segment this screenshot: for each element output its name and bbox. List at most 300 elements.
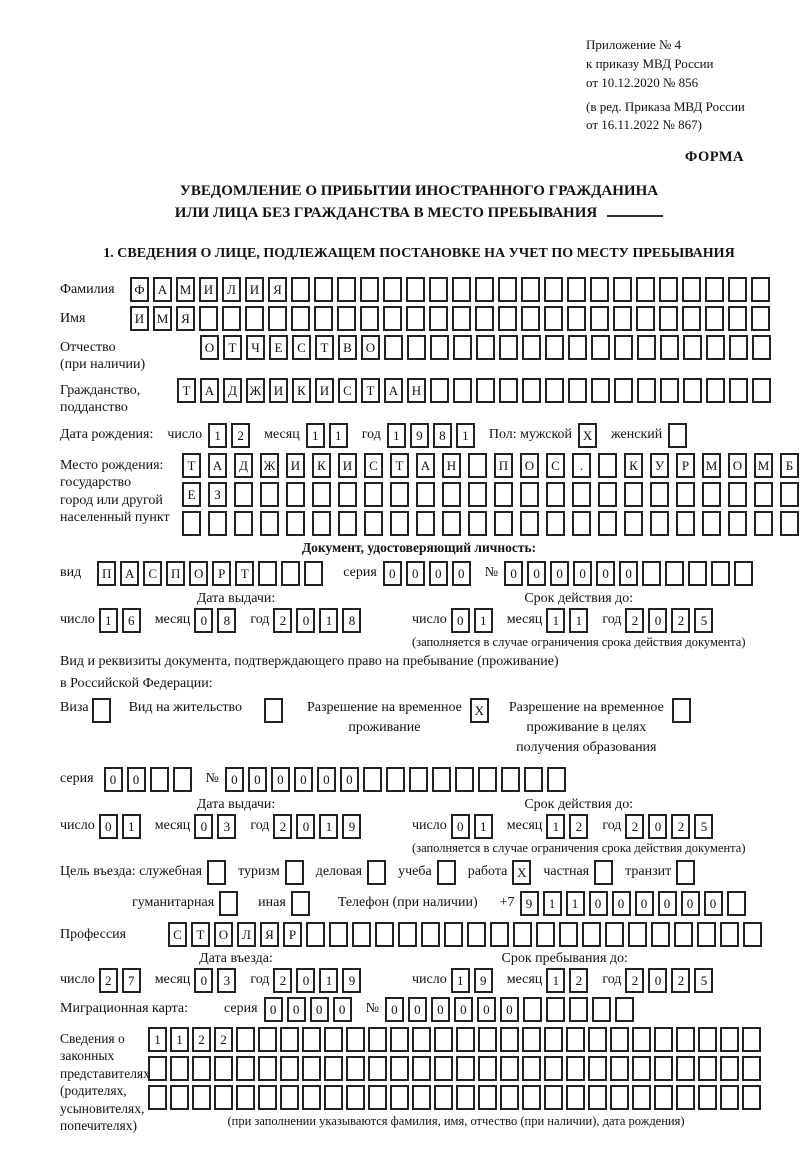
form-cell[interactable] [236, 1056, 255, 1081]
form-cell[interactable]: X [470, 698, 489, 723]
form-cell[interactable] [338, 511, 357, 536]
form-cell[interactable] [728, 277, 747, 302]
form-cell[interactable] [683, 378, 702, 403]
form-cell[interactable] [568, 335, 587, 360]
form-cell[interactable] [628, 922, 647, 947]
form-cell[interactable]: П [494, 453, 513, 478]
form-cell[interactable] [592, 997, 611, 1022]
form-cell[interactable] [337, 277, 356, 302]
form-cell[interactable] [363, 767, 382, 792]
form-cell[interactable] [312, 511, 331, 536]
form-cell[interactable]: 0 [104, 767, 123, 792]
form-cell[interactable] [544, 1027, 563, 1052]
form-cell[interactable]: 2 [671, 814, 690, 839]
form-cell[interactable]: 1 [569, 608, 588, 633]
form-cell[interactable]: Д [223, 378, 242, 403]
form-cell[interactable] [546, 511, 565, 536]
form-cell[interactable] [383, 306, 402, 331]
form-cell[interactable] [412, 1056, 431, 1081]
form-cell[interactable]: 0 [194, 608, 213, 633]
form-cell[interactable] [752, 378, 771, 403]
form-cell[interactable] [566, 1085, 585, 1110]
form-cell[interactable] [468, 511, 487, 536]
form-cell[interactable]: Т [177, 378, 196, 403]
form-cell[interactable] [591, 378, 610, 403]
form-cell[interactable]: 5 [694, 814, 713, 839]
form-cell[interactable] [476, 378, 495, 403]
form-cell[interactable] [632, 1085, 651, 1110]
form-cell[interactable]: 0 [406, 561, 425, 586]
form-cell[interactable] [521, 277, 540, 302]
form-cell[interactable]: 9 [520, 891, 539, 916]
form-cell[interactable] [286, 482, 305, 507]
form-cell[interactable] [338, 482, 357, 507]
form-cell[interactable]: 2 [273, 608, 292, 633]
form-cell[interactable]: 0 [589, 891, 608, 916]
form-cell[interactable] [500, 1056, 519, 1081]
form-cell[interactable] [698, 1027, 717, 1052]
form-cell[interactable] [676, 1056, 695, 1081]
form-cell[interactable] [698, 1056, 717, 1081]
form-cell[interactable] [720, 1085, 739, 1110]
form-cell[interactable] [258, 1085, 277, 1110]
form-cell[interactable] [572, 511, 591, 536]
form-cell[interactable]: 0 [194, 814, 213, 839]
form-cell[interactable]: 7 [122, 968, 141, 993]
form-cell[interactable]: И [338, 453, 357, 478]
form-cell[interactable] [536, 922, 555, 947]
form-cell[interactable] [520, 511, 539, 536]
form-cell[interactable]: О [214, 922, 233, 947]
form-cell[interactable] [434, 1027, 453, 1052]
form-cell[interactable] [742, 1085, 761, 1110]
form-cell[interactable] [654, 1056, 673, 1081]
form-cell[interactable]: А [208, 453, 227, 478]
form-cell[interactable] [442, 511, 461, 536]
form-cell[interactable]: 0 [596, 561, 615, 586]
form-cell[interactable]: 0 [612, 891, 631, 916]
form-cell[interactable]: З [208, 482, 227, 507]
form-cell[interactable] [407, 335, 426, 360]
form-cell[interactable]: 1 [451, 968, 470, 993]
form-cell[interactable]: 3 [217, 814, 236, 839]
form-cell[interactable]: С [143, 561, 162, 586]
form-cell[interactable]: А [384, 378, 403, 403]
form-cell[interactable] [384, 335, 403, 360]
form-cell[interactable] [456, 1056, 475, 1081]
form-cell[interactable] [610, 1085, 629, 1110]
form-cell[interactable] [751, 306, 770, 331]
form-cell[interactable]: 0 [296, 968, 315, 993]
form-cell[interactable] [524, 767, 543, 792]
form-cell[interactable] [567, 277, 586, 302]
form-cell[interactable] [490, 922, 509, 947]
form-cell[interactable] [500, 1085, 519, 1110]
form-cell[interactable] [494, 511, 513, 536]
form-cell[interactable]: 0 [287, 997, 306, 1022]
form-cell[interactable] [368, 1056, 387, 1081]
form-cell[interactable] [676, 1085, 695, 1110]
form-cell[interactable] [360, 277, 379, 302]
form-cell[interactable] [236, 1027, 255, 1052]
form-cell[interactable]: К [312, 453, 331, 478]
form-cell[interactable]: О [189, 561, 208, 586]
form-cell[interactable] [499, 335, 518, 360]
form-cell[interactable]: Л [222, 277, 241, 302]
form-cell[interactable] [148, 1085, 167, 1110]
form-cell[interactable] [588, 1056, 607, 1081]
form-cell[interactable]: П [97, 561, 116, 586]
form-cell[interactable] [660, 378, 679, 403]
form-cell[interactable]: 0 [310, 997, 329, 1022]
form-cell[interactable]: Т [191, 922, 210, 947]
form-cell[interactable]: 9 [342, 814, 361, 839]
form-cell[interactable] [302, 1056, 321, 1081]
form-cell[interactable]: П [166, 561, 185, 586]
form-cell[interactable] [364, 482, 383, 507]
form-cell[interactable] [522, 378, 541, 403]
form-cell[interactable]: 6 [122, 608, 141, 633]
form-cell[interactable] [219, 891, 238, 916]
form-cell[interactable] [546, 482, 565, 507]
form-cell[interactable] [386, 767, 405, 792]
form-cell[interactable] [654, 1027, 673, 1052]
form-cell[interactable]: 1 [99, 608, 118, 633]
form-cell[interactable] [429, 277, 448, 302]
form-cell[interactable] [702, 511, 721, 536]
form-cell[interactable]: К [624, 453, 643, 478]
form-cell[interactable] [291, 306, 310, 331]
form-cell[interactable]: 0 [340, 767, 359, 792]
form-cell[interactable] [591, 335, 610, 360]
form-cell[interactable]: И [199, 277, 218, 302]
form-cell[interactable] [324, 1085, 343, 1110]
form-cell[interactable] [148, 1056, 167, 1081]
form-cell[interactable] [475, 306, 494, 331]
form-cell[interactable] [478, 1085, 497, 1110]
form-cell[interactable] [605, 922, 624, 947]
form-cell[interactable] [615, 997, 634, 1022]
form-cell[interactable]: М [754, 453, 773, 478]
form-cell[interactable] [706, 335, 725, 360]
form-cell[interactable] [702, 482, 721, 507]
form-cell[interactable] [728, 511, 747, 536]
form-cell[interactable] [566, 1027, 585, 1052]
form-cell[interactable]: И [315, 378, 334, 403]
form-cell[interactable] [302, 1085, 321, 1110]
form-cell[interactable] [170, 1085, 189, 1110]
form-cell[interactable]: О [520, 453, 539, 478]
form-cell[interactable] [727, 891, 746, 916]
form-cell[interactable] [632, 1056, 651, 1081]
form-cell[interactable] [742, 1056, 761, 1081]
form-cell[interactable] [522, 1056, 541, 1081]
form-cell[interactable] [651, 922, 670, 947]
form-cell[interactable] [346, 1085, 365, 1110]
form-cell[interactable] [698, 1085, 717, 1110]
form-cell[interactable] [192, 1085, 211, 1110]
form-cell[interactable]: 0 [658, 891, 677, 916]
form-cell[interactable] [706, 378, 725, 403]
form-cell[interactable]: 0 [648, 814, 667, 839]
form-cell[interactable] [734, 561, 753, 586]
form-cell[interactable] [676, 482, 695, 507]
form-cell[interactable] [613, 277, 632, 302]
form-cell[interactable]: 2 [273, 814, 292, 839]
form-cell[interactable] [390, 1056, 409, 1081]
form-cell[interactable]: 1 [208, 423, 227, 448]
form-cell[interactable] [572, 482, 591, 507]
form-cell[interactable]: Т [235, 561, 254, 586]
form-cell[interactable]: 1 [319, 814, 338, 839]
form-cell[interactable] [520, 482, 539, 507]
form-cell[interactable] [429, 306, 448, 331]
form-cell[interactable] [728, 306, 747, 331]
form-cell[interactable] [676, 511, 695, 536]
form-cell[interactable] [409, 767, 428, 792]
form-cell[interactable]: 8 [217, 608, 236, 633]
form-cell[interactable] [286, 511, 305, 536]
form-cell[interactable] [437, 860, 456, 885]
form-cell[interactable]: . [572, 453, 591, 478]
form-cell[interactable] [406, 277, 425, 302]
form-cell[interactable] [478, 1027, 497, 1052]
form-cell[interactable] [513, 922, 532, 947]
form-cell[interactable] [444, 922, 463, 947]
form-cell[interactable] [637, 378, 656, 403]
form-cell[interactable] [478, 1056, 497, 1081]
form-cell[interactable]: 1 [170, 1027, 189, 1052]
form-cell[interactable] [416, 482, 435, 507]
form-cell[interactable] [430, 335, 449, 360]
form-cell[interactable] [522, 335, 541, 360]
form-cell[interactable] [754, 482, 773, 507]
form-cell[interactable] [613, 306, 632, 331]
form-cell[interactable] [268, 306, 287, 331]
form-cell[interactable]: 1 [456, 423, 475, 448]
form-cell[interactable] [455, 767, 474, 792]
form-cell[interactable] [682, 306, 701, 331]
form-cell[interactable] [660, 335, 679, 360]
form-cell[interactable] [672, 698, 691, 723]
form-cell[interactable] [544, 1085, 563, 1110]
form-cell[interactable] [614, 378, 633, 403]
form-cell[interactable]: А [416, 453, 435, 478]
form-cell[interactable]: М [153, 306, 172, 331]
form-cell[interactable]: О [728, 453, 747, 478]
form-cell[interactable]: 0 [294, 767, 313, 792]
form-cell[interactable]: О [361, 335, 380, 360]
form-cell[interactable]: Н [442, 453, 461, 478]
form-cell[interactable] [682, 277, 701, 302]
form-cell[interactable] [697, 922, 716, 947]
form-cell[interactable]: Н [407, 378, 426, 403]
form-cell[interactable] [588, 1085, 607, 1110]
form-cell[interactable] [742, 1027, 761, 1052]
form-cell[interactable]: 3 [217, 968, 236, 993]
form-cell[interactable] [421, 922, 440, 947]
form-cell[interactable]: 0 [99, 814, 118, 839]
form-cell[interactable]: 0 [681, 891, 700, 916]
form-cell[interactable] [665, 561, 684, 586]
form-cell[interactable]: 0 [635, 891, 654, 916]
form-cell[interactable]: Е [269, 335, 288, 360]
form-cell[interactable]: И [269, 378, 288, 403]
form-cell[interactable]: С [338, 378, 357, 403]
form-cell[interactable] [234, 511, 253, 536]
form-cell[interactable] [498, 306, 517, 331]
form-cell[interactable] [588, 1027, 607, 1052]
form-cell[interactable]: 1 [566, 891, 585, 916]
form-cell[interactable] [375, 922, 394, 947]
form-cell[interactable]: 5 [694, 968, 713, 993]
form-cell[interactable]: 1 [122, 814, 141, 839]
form-cell[interactable]: 0 [451, 608, 470, 633]
form-cell[interactable]: 0 [194, 968, 213, 993]
form-cell[interactable]: 1 [319, 608, 338, 633]
form-cell[interactable] [285, 860, 304, 885]
form-cell[interactable] [432, 767, 451, 792]
form-cell[interactable]: 2 [99, 968, 118, 993]
form-cell[interactable] [676, 1027, 695, 1052]
form-cell[interactable] [674, 922, 693, 947]
form-cell[interactable] [478, 767, 497, 792]
form-cell[interactable] [637, 335, 656, 360]
form-cell[interactable]: У [650, 453, 669, 478]
form-cell[interactable]: 0 [504, 561, 523, 586]
form-cell[interactable] [683, 335, 702, 360]
form-cell[interactable]: Л [237, 922, 256, 947]
form-cell[interactable] [302, 1027, 321, 1052]
form-cell[interactable]: Ж [246, 378, 265, 403]
form-cell[interactable] [314, 306, 333, 331]
form-cell[interactable]: А [153, 277, 172, 302]
form-cell[interactable] [324, 1056, 343, 1081]
form-cell[interactable] [264, 698, 283, 723]
form-cell[interactable]: С [292, 335, 311, 360]
form-cell[interactable] [92, 698, 111, 723]
form-cell[interactable] [569, 997, 588, 1022]
form-cell[interactable]: 0 [527, 561, 546, 586]
form-cell[interactable] [258, 1056, 277, 1081]
form-cell[interactable]: Е [182, 482, 201, 507]
form-cell[interactable]: 1 [329, 423, 348, 448]
form-cell[interactable]: 1 [387, 423, 406, 448]
form-cell[interactable]: 1 [306, 423, 325, 448]
form-cell[interactable] [545, 378, 564, 403]
form-cell[interactable] [468, 482, 487, 507]
form-cell[interactable] [668, 423, 687, 448]
form-cell[interactable] [199, 306, 218, 331]
form-cell[interactable]: 0 [451, 814, 470, 839]
form-cell[interactable] [452, 306, 471, 331]
form-cell[interactable] [306, 922, 325, 947]
form-cell[interactable] [610, 1056, 629, 1081]
form-cell[interactable]: В [338, 335, 357, 360]
form-cell[interactable]: И [245, 277, 264, 302]
form-cell[interactable] [442, 482, 461, 507]
form-cell[interactable]: 8 [342, 608, 361, 633]
form-cell[interactable] [743, 922, 762, 947]
form-cell[interactable] [567, 306, 586, 331]
form-cell[interactable] [544, 277, 563, 302]
form-cell[interactable]: 0 [500, 997, 519, 1022]
form-cell[interactable] [182, 511, 201, 536]
form-cell[interactable]: С [546, 453, 565, 478]
form-cell[interactable]: 0 [333, 997, 352, 1022]
form-cell[interactable]: Т [361, 378, 380, 403]
form-cell[interactable] [751, 277, 770, 302]
form-cell[interactable]: 1 [546, 968, 565, 993]
form-cell[interactable]: Я [260, 922, 279, 947]
form-cell[interactable]: Я [268, 277, 287, 302]
form-cell[interactable]: 2 [569, 814, 588, 839]
form-cell[interactable] [494, 482, 513, 507]
form-cell[interactable]: 0 [383, 561, 402, 586]
form-cell[interactable] [234, 482, 253, 507]
form-cell[interactable] [544, 306, 563, 331]
form-cell[interactable] [236, 1085, 255, 1110]
form-cell[interactable] [547, 767, 566, 792]
form-cell[interactable] [594, 860, 613, 885]
form-cell[interactable]: И [286, 453, 305, 478]
form-cell[interactable]: X [578, 423, 597, 448]
form-cell[interactable]: 1 [474, 814, 493, 839]
form-cell[interactable]: 1 [543, 891, 562, 916]
form-cell[interactable] [590, 306, 609, 331]
form-cell[interactable]: 0 [648, 968, 667, 993]
form-cell[interactable]: Ж [260, 453, 279, 478]
form-cell[interactable]: 2 [214, 1027, 233, 1052]
form-cell[interactable] [346, 1056, 365, 1081]
form-cell[interactable]: Т [182, 453, 201, 478]
form-cell[interactable] [566, 1056, 585, 1081]
form-cell[interactable] [260, 482, 279, 507]
form-cell[interactable]: 9 [410, 423, 429, 448]
form-cell[interactable] [453, 378, 472, 403]
form-cell[interactable] [170, 1056, 189, 1081]
form-cell[interactable] [468, 453, 487, 478]
form-cell[interactable] [304, 561, 323, 586]
form-cell[interactable] [632, 1027, 651, 1052]
form-cell[interactable]: 2 [625, 968, 644, 993]
form-cell[interactable]: 0 [704, 891, 723, 916]
form-cell[interactable]: Т [223, 335, 242, 360]
form-cell[interactable] [329, 922, 348, 947]
form-cell[interactable] [598, 511, 617, 536]
form-cell[interactable] [416, 511, 435, 536]
form-cell[interactable] [568, 378, 587, 403]
form-cell[interactable] [729, 335, 748, 360]
form-cell[interactable]: 0 [296, 814, 315, 839]
form-cell[interactable]: М [702, 453, 721, 478]
form-cell[interactable] [636, 306, 655, 331]
form-cell[interactable] [207, 860, 226, 885]
form-cell[interactable] [475, 277, 494, 302]
form-cell[interactable] [545, 335, 564, 360]
form-cell[interactable]: Б [780, 453, 799, 478]
form-cell[interactable]: 9 [342, 968, 361, 993]
form-cell[interactable]: 0 [550, 561, 569, 586]
form-cell[interactable]: 1 [546, 608, 565, 633]
form-cell[interactable] [434, 1085, 453, 1110]
form-cell[interactable] [522, 1085, 541, 1110]
form-cell[interactable] [260, 511, 279, 536]
form-cell[interactable] [501, 767, 520, 792]
form-cell[interactable]: 0 [573, 561, 592, 586]
form-cell[interactable] [346, 1027, 365, 1052]
form-cell[interactable]: Ф [130, 277, 149, 302]
